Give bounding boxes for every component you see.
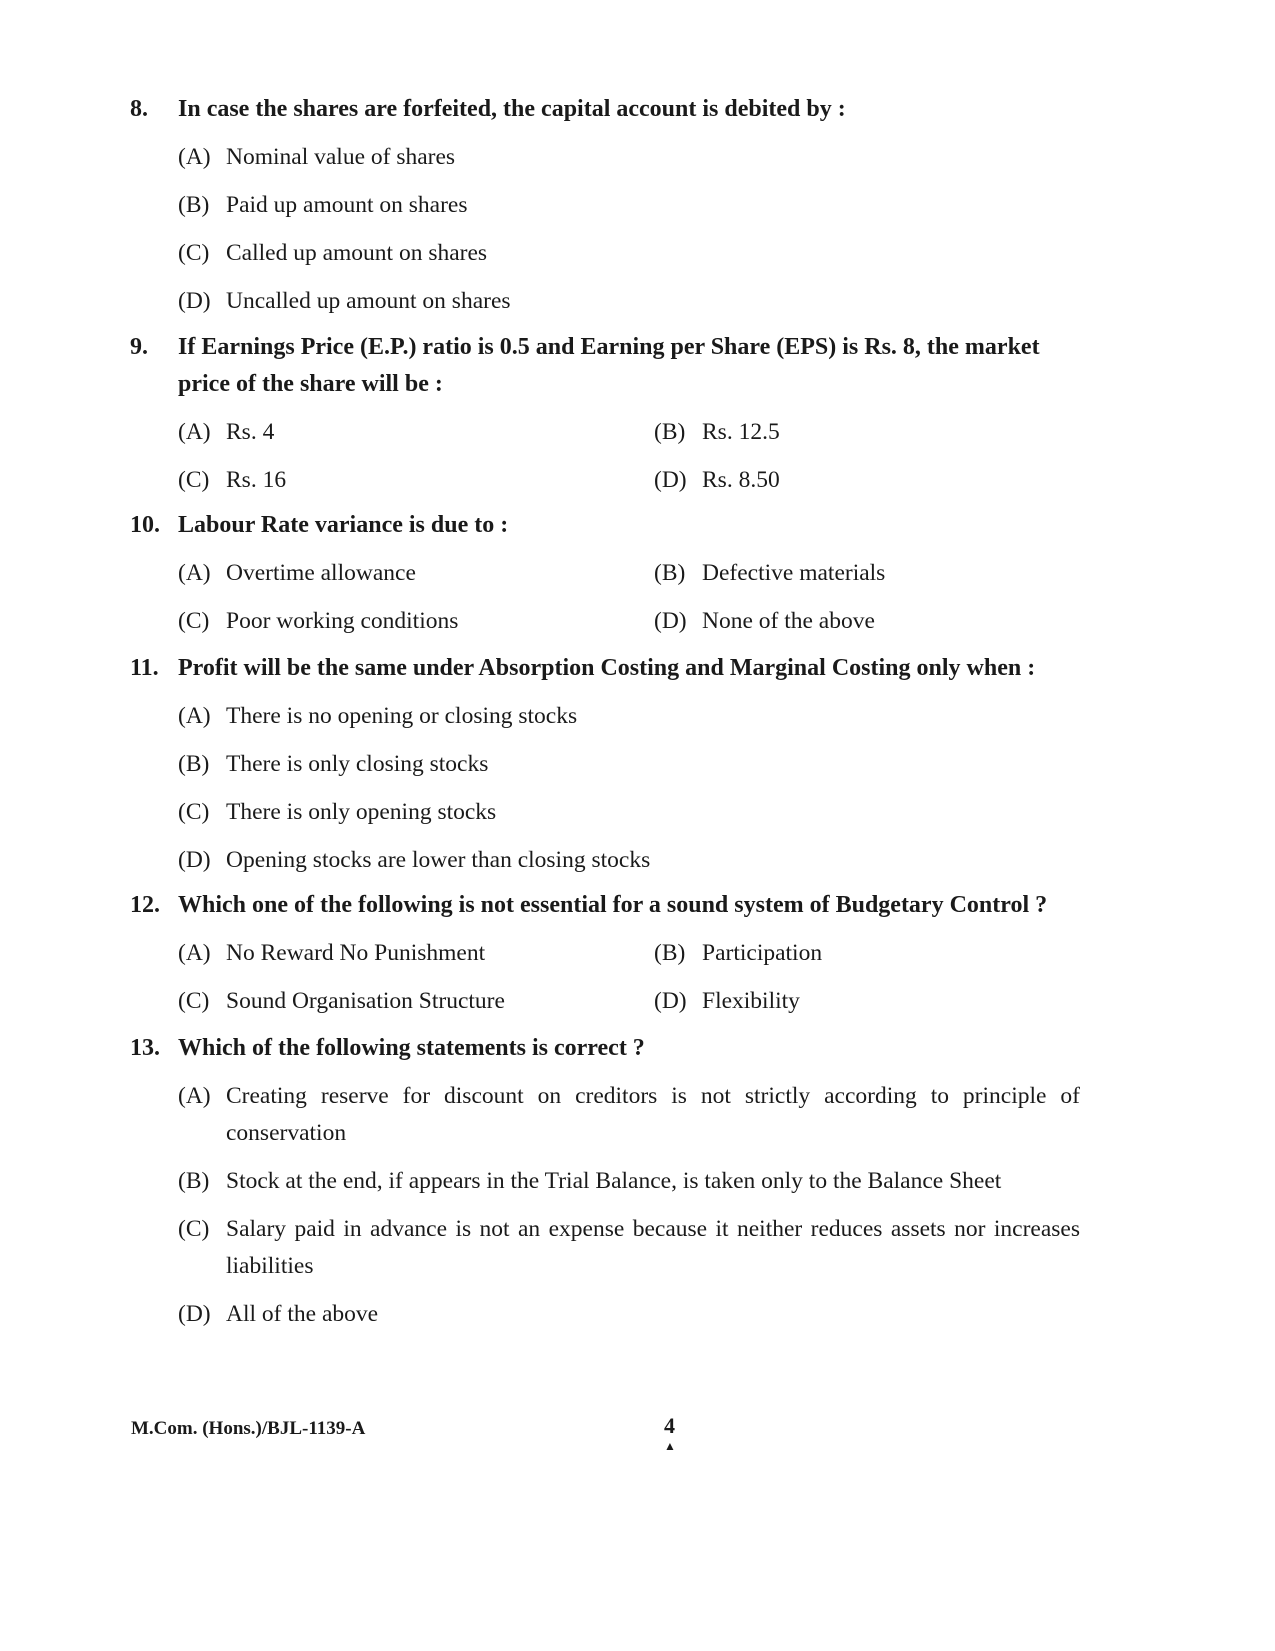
question-number: 13. [130, 1035, 160, 1061]
option-label: (C) [178, 1216, 210, 1242]
question-text: Which one of the following is not essential for a sound system of Budgetary Control ? [178, 892, 1048, 918]
option-text: Nominal value of shares [226, 144, 456, 170]
question-number: 12. [130, 892, 160, 918]
option-text: Poor working conditions [226, 608, 459, 634]
option-label: (D) [178, 847, 211, 873]
option-a [178, 139, 1080, 176]
option-label: (C) [178, 467, 210, 493]
option-text: Rs. 8.50 [702, 467, 780, 493]
option-text: All of the above [226, 1301, 379, 1327]
option-label: (A) [178, 703, 211, 729]
option-label: (A) [178, 144, 211, 170]
question-text: In case the shares are forfeited, the capital account is debited by : [178, 96, 846, 122]
option-label: (B) [178, 192, 210, 218]
question-number: 8. [130, 96, 148, 122]
option-label: (A) [178, 1083, 211, 1109]
option-label: (D) [178, 288, 211, 314]
option-label: (B) [654, 940, 686, 966]
option-label: (B) [654, 560, 686, 586]
option-a [178, 555, 654, 592]
question-text: Profit will be the same under Absorption Costing and Marginal Costing only when : [178, 655, 1036, 681]
option-a [178, 935, 654, 972]
option-d [654, 983, 1130, 1020]
option-a [178, 414, 654, 451]
question-number: 10. [130, 512, 160, 538]
question-11 [130, 650, 1080, 879]
option-d [178, 842, 1080, 879]
question-number: 11. [130, 655, 159, 681]
option-label: (D) [654, 988, 687, 1014]
option-text: No Reward No Punishment [226, 940, 486, 966]
option-label: (C) [178, 988, 210, 1014]
option-text: Called up amount on shares [226, 240, 488, 266]
question-text: If Earnings Price (E.P.) ratio is 0.5 and Earning per Share (EPS) is Rs. 8, the market price of the share will be : [178, 334, 1040, 397]
option-b [178, 746, 1080, 783]
option-b [178, 1163, 1080, 1200]
option-text: There is only closing stocks [226, 751, 489, 777]
option-c [178, 983, 654, 1020]
option-text: Flexibility [702, 988, 800, 1014]
option-d [654, 462, 1130, 499]
option-text: None of the above [702, 608, 875, 634]
option-d [654, 603, 1130, 640]
option-b [654, 414, 1130, 451]
option-label: (D) [654, 608, 687, 634]
option-text: Rs. 4 [226, 419, 275, 445]
question-13 [130, 1030, 1080, 1333]
option-label: (B) [178, 1168, 210, 1194]
option-text: Overtime allowance [226, 560, 416, 586]
option-text: There is only opening stocks [226, 799, 497, 825]
option-label: (A) [178, 560, 211, 586]
option-label: (D) [178, 1301, 211, 1327]
option-label: (A) [178, 419, 211, 445]
option-label: (C) [178, 799, 210, 825]
option-b [654, 555, 1130, 592]
option-b [178, 187, 1080, 224]
question-number: 9. [130, 334, 148, 360]
question-8 [130, 91, 1080, 320]
option-c [178, 1211, 1080, 1285]
paper-code: M.Com. (Hons.)/BJL-1139-A [131, 1418, 366, 1439]
option-text: Participation [702, 940, 823, 966]
option-text: Rs. 12.5 [702, 419, 780, 445]
option-c [178, 603, 654, 640]
option-b [654, 935, 1130, 972]
option-label: (C) [178, 608, 210, 634]
option-text: Uncalled up amount on shares [226, 288, 511, 314]
option-label: (D) [654, 467, 687, 493]
option-d [178, 283, 1080, 320]
option-text: Sound Organisation Structure [226, 988, 505, 1014]
option-text: Opening stocks are lower than closing stocks [226, 847, 651, 873]
question-10 [130, 507, 1080, 640]
option-text: Stock at the end, if appears in the Trial Balance, is taken only to the Balance Sheet [226, 1168, 1002, 1194]
option-text: There is no opening or closing stocks [226, 703, 578, 729]
option-label: (C) [178, 240, 210, 266]
option-a [178, 698, 1080, 735]
option-label: (A) [178, 940, 211, 966]
option-a [178, 1078, 1080, 1152]
option-c [178, 235, 1080, 272]
option-text: Rs. 16 [226, 467, 287, 493]
question-12 [130, 887, 1080, 1020]
triangle-mark-icon: ▲ [664, 1439, 676, 1453]
question-9 [130, 329, 1080, 499]
option-text: Paid up amount on shares [226, 192, 468, 218]
option-text: Salary paid in advance is not an expense because it neither reduces assets nor increases liabilities [226, 1216, 1080, 1279]
option-label: (B) [178, 751, 210, 777]
option-c [178, 794, 1080, 831]
question-text: Labour Rate variance is due to : [178, 512, 509, 538]
page-number: 4 [664, 1413, 675, 1438]
option-d [178, 1296, 1080, 1333]
question-text: Which of the following statements is correct ? [178, 1035, 645, 1061]
option-text: Defective materials [702, 560, 886, 586]
option-c [178, 462, 654, 499]
option-text: Creating reserve for discount on creditors is not strictly according to principle of conservation [226, 1083, 1080, 1146]
option-label: (B) [654, 419, 686, 445]
